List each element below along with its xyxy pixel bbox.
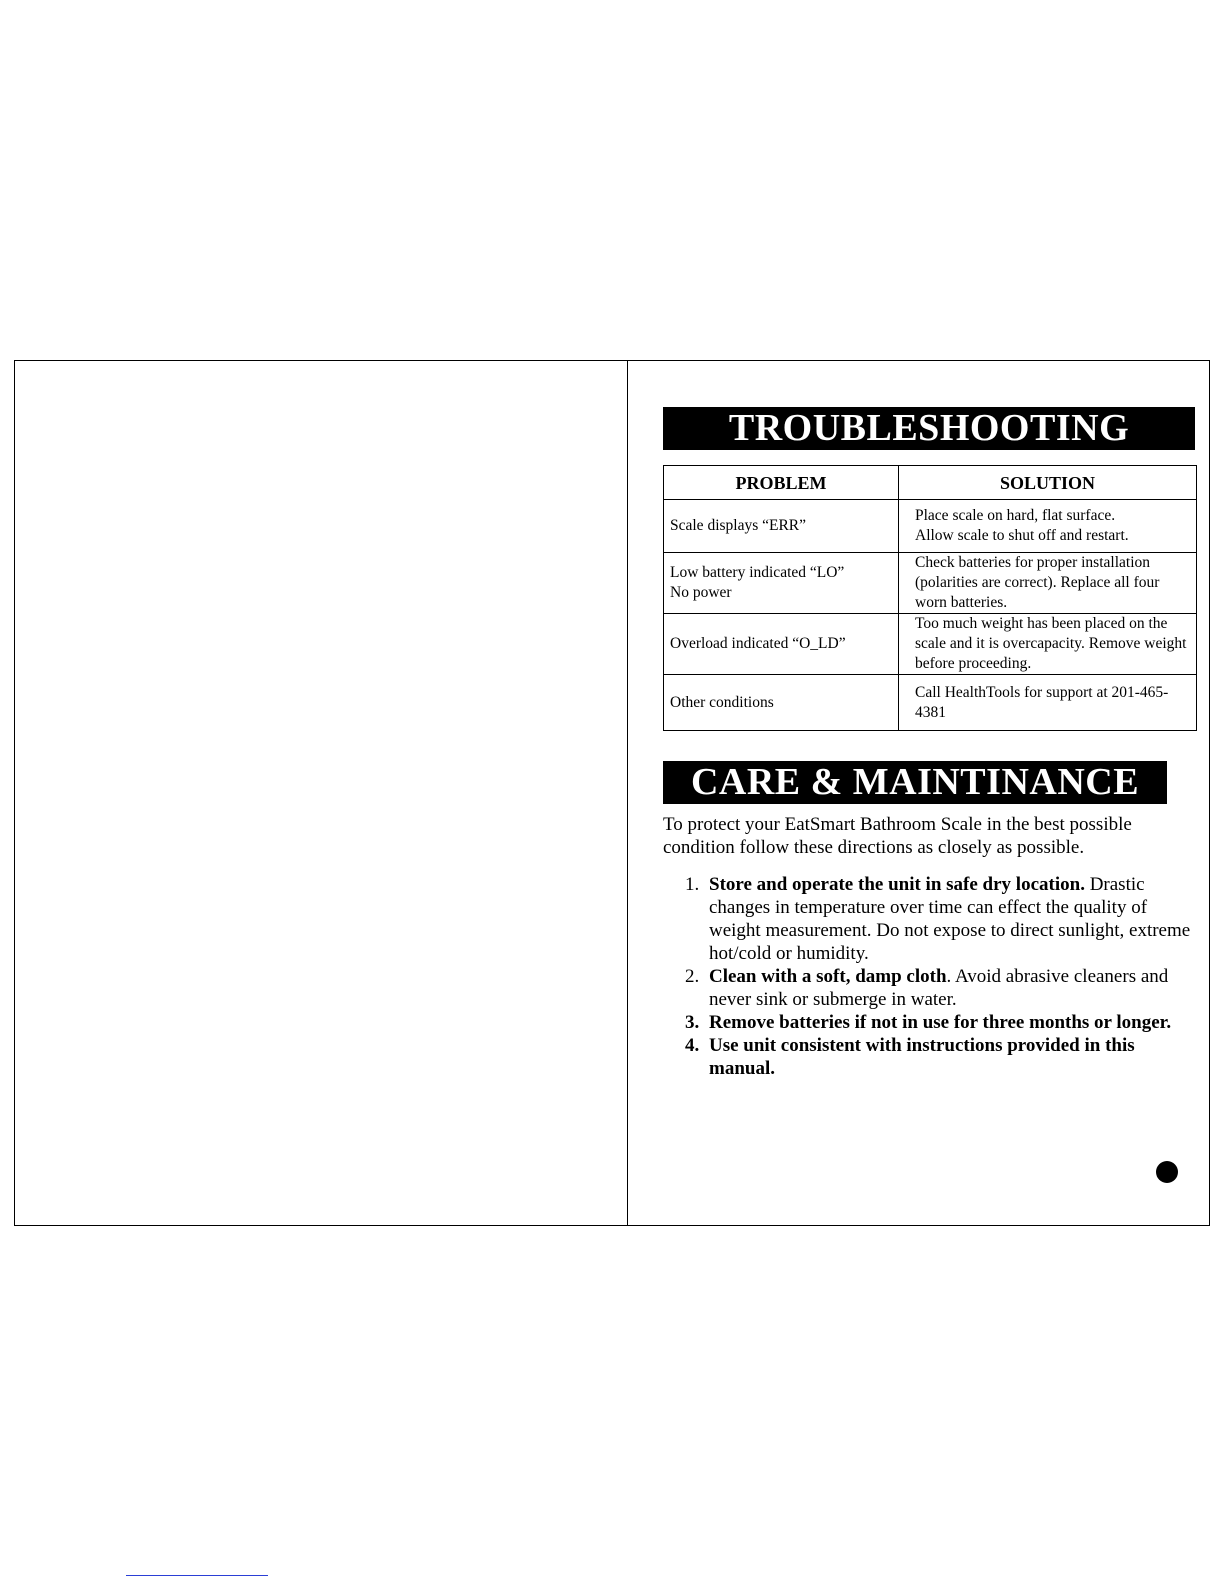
list-item — [663, 965, 1203, 1011]
list-item-number: 1. — [685, 874, 700, 895]
troubleshooting-table — [663, 465, 1197, 731]
table-header-row — [664, 466, 1197, 500]
table-row — [664, 614, 1197, 675]
list-item-text: Drastic changes in temperature over time can effect the quality of weight measurement. Do not expose to direct sunlight, extreme hot/cold or humidity. — [709, 874, 1191, 964]
page-marker-dot — [1156, 1161, 1178, 1183]
list-item-lead: Clean with a soft, damp cloth — [709, 966, 947, 987]
list-item-number: 2. — [685, 966, 700, 987]
list-item — [663, 1011, 1203, 1034]
solution-cell: Check batteries for proper installation (polarities are correct). Replace all four worn batteries. — [899, 553, 1197, 614]
table-row — [664, 500, 1197, 553]
list-item-text: . Avoid abrasive cleaners and never sink or submerge in water. — [709, 966, 1169, 1010]
care-intro-paragraph: To protect your EatSmart Bathroom Scale in the best possible condition follow these directions as closely as possible. — [663, 814, 1132, 858]
footer-underline-mark — [126, 1575, 268, 1576]
left-page-blank — [15, 361, 626, 1225]
manual-spread — [14, 360, 1210, 1226]
problem-cell: Overload indicated “O_LD” — [664, 614, 899, 675]
care-instructions-list — [663, 873, 1203, 1080]
list-item-text: Remove batteries if not in use for three months or longer. — [709, 1012, 1172, 1033]
solution-column-header: SOLUTION — [899, 466, 1197, 500]
list-item-text: Use unit consistent with instructions provided in this manual. — [709, 1035, 1135, 1079]
solution-cell: Too much weight has been placed on the scale and it is overcapacity. Remove weight before proceeding. — [899, 614, 1197, 675]
care-maintenance-heading: CARE & MAINTINANCE — [663, 761, 1167, 804]
problem-cell: Other conditions — [664, 675, 899, 731]
solution-cell: Call HealthTools for support at 201-465-4381 — [899, 675, 1197, 731]
problem-cell: Scale displays “ERR” — [664, 500, 899, 553]
list-item — [663, 873, 1203, 965]
troubleshooting-heading: TROUBLESHOOTING — [663, 407, 1195, 450]
list-item-number: 3. — [685, 1012, 700, 1033]
right-page — [628, 361, 1210, 1225]
list-item-number: 4. — [685, 1035, 700, 1056]
list-item — [663, 1034, 1203, 1080]
solution-cell: Place scale on hard, flat surface. Allow scale to shut off and restart. — [899, 500, 1197, 553]
problem-cell: Low battery indicated “LO” No power — [664, 553, 899, 614]
table-row — [664, 675, 1197, 731]
problem-column-header: PROBLEM — [664, 466, 899, 500]
table-row — [664, 553, 1197, 614]
list-item-lead: Store and operate the unit in safe dry location. — [709, 874, 1085, 895]
